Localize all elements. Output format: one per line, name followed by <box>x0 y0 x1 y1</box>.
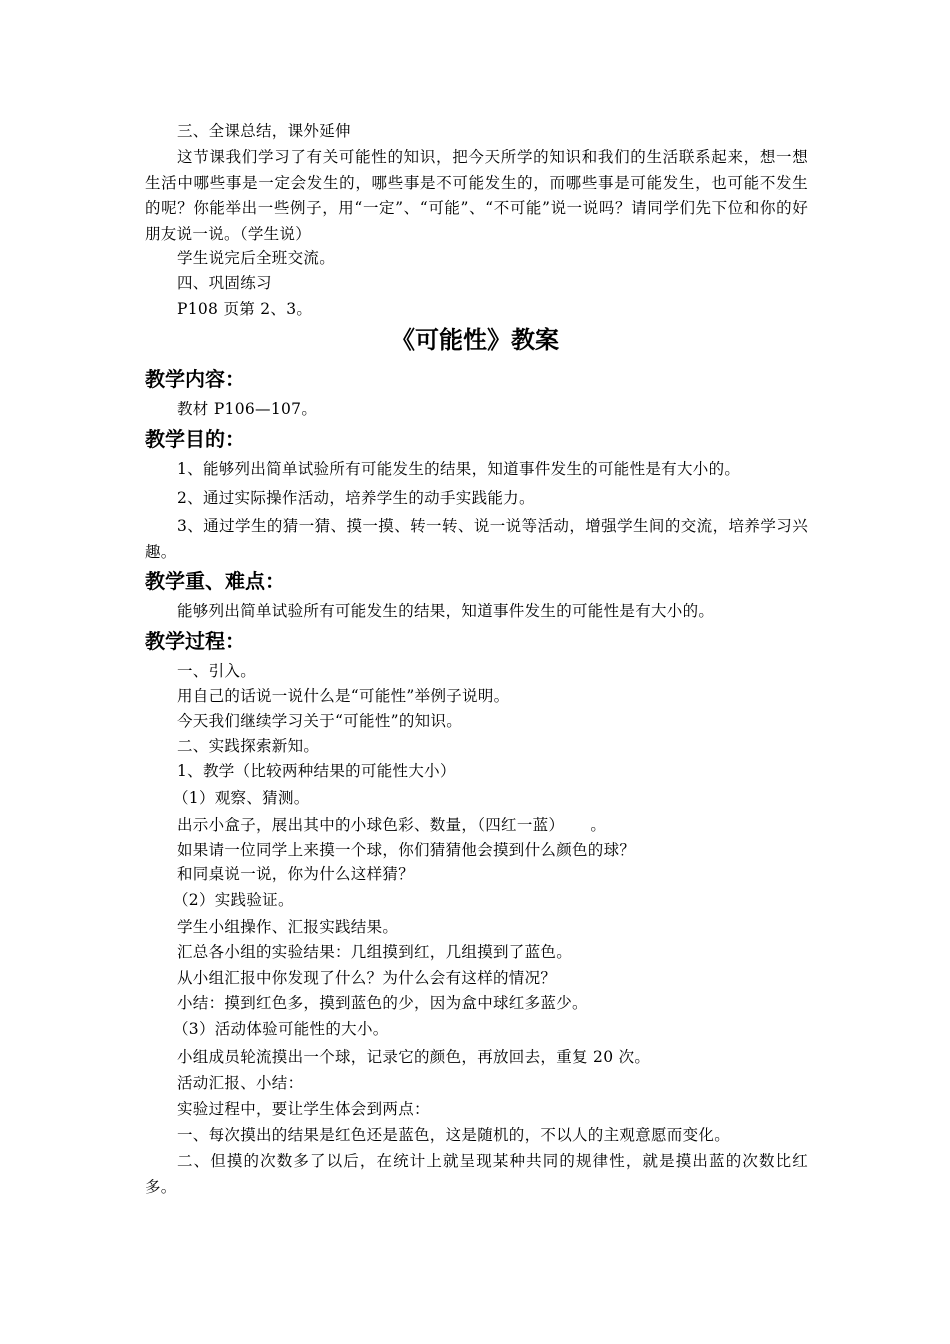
process-line: 实验过程中，要让学生体会到两点： <box>177 1100 430 1118</box>
goal-item-2: 2、通过实际操作活动，培养学生的动手实践能力。 <box>177 489 535 507</box>
process-line: 活动汇报、小结： <box>177 1074 304 1092</box>
process-line: 如果请一位同学上来摸一个球，你们猜猜他会摸到什么颜色的球？ <box>177 841 636 859</box>
process-line: 从小组汇报中你发现了什么？为什么会有这样的情况？ <box>177 969 557 987</box>
process-line: 一、引入。 <box>177 662 257 680</box>
section-summary-heading: 三、全课总结，课外延伸 <box>177 122 351 140</box>
process-line: 1、教学（比较两种结果的可能性大小） <box>177 762 456 780</box>
process-line: 小结：摸到红色多，摸到蓝色的少，因为盒中球红多蓝少。 <box>177 994 588 1012</box>
process-line: （2）实践验证。 <box>173 891 294 909</box>
process-line: 二、实践探索新知。 <box>177 737 320 755</box>
process-line: 和同桌说一说，你为什么这样猜？ <box>177 865 415 883</box>
process-line: 小组成员轮流摸出一个球，记录它的颜色，再放回去，重复 20 次。 <box>177 1048 651 1066</box>
process-line: 用自己的话说一说什么是“可能性”举例子说明。 <box>177 687 510 705</box>
key-points-text: 能够列出简单试验所有可能发生的结果，知道事件发生的可能性是有大小的。 <box>177 602 715 620</box>
key-points-heading: 教学重、难点： <box>145 569 285 593</box>
process-line: （1）观察、猜测。 <box>173 789 310 807</box>
process-line: 汇总各小组的实验结果：几组摸到红，几组摸到了蓝色。 <box>177 943 573 961</box>
process-line: 学生小组操作、汇报实践结果。 <box>177 918 399 936</box>
content-text: 教材 P106—107。 <box>177 400 318 418</box>
goal-item-1: 1、能够列出简单试验所有可能发生的结果，知道事件发生的可能性是有大小的。 <box>177 460 741 478</box>
practice-pages-line: P108 页第 2、3。 <box>177 300 313 318</box>
section-practice-heading: 四、巩固练习 <box>177 274 272 292</box>
document-title: 《可能性》教案 <box>391 326 559 354</box>
process-line: 一、每次摸出的结果是红色还是蓝色，这是随机的，不以人的主观意愿而变化。 <box>177 1126 731 1144</box>
process-heading: 教学过程： <box>145 629 245 653</box>
goal-item-3: 3、通过学生的猜一猜、摸一摸、转一转、说一说等活动，增强学生间的交流，培养学习兴趣。 <box>145 517 808 561</box>
process-line: 出示小盒子，展出其中的小球色彩、数量，（四红一蓝） 。 <box>177 816 607 834</box>
content-heading: 教学内容： <box>145 367 245 391</box>
goals-heading: 教学目的： <box>145 427 245 451</box>
summary-exchange-line: 学生说完后全班交流。 <box>177 249 336 267</box>
process-line: （3）活动体验可能性的大小。 <box>173 1020 389 1038</box>
summary-paragraph: 这节课我们学习了有关可能性的知识，把今天所学的知识和我们的生活联系起来，想一想生活中哪些事是一定会发生的，哪些事是不可能发生的，而哪些事是可能发生，也可能不发生的呢？你能举出一些例子，用“一定”、“可能”、“不可能”说一说吗？请同学们先下位和你的好朋友说一说。（学生说） <box>145 148 808 243</box>
process-line: 今天我们继续学习关于“可能性”的知识。 <box>177 712 463 730</box>
process-line: 二、但摸的次数多了以后，在统计上就呈现某种共同的规律性，就是摸出蓝的次数比红多。 <box>145 1152 808 1196</box>
